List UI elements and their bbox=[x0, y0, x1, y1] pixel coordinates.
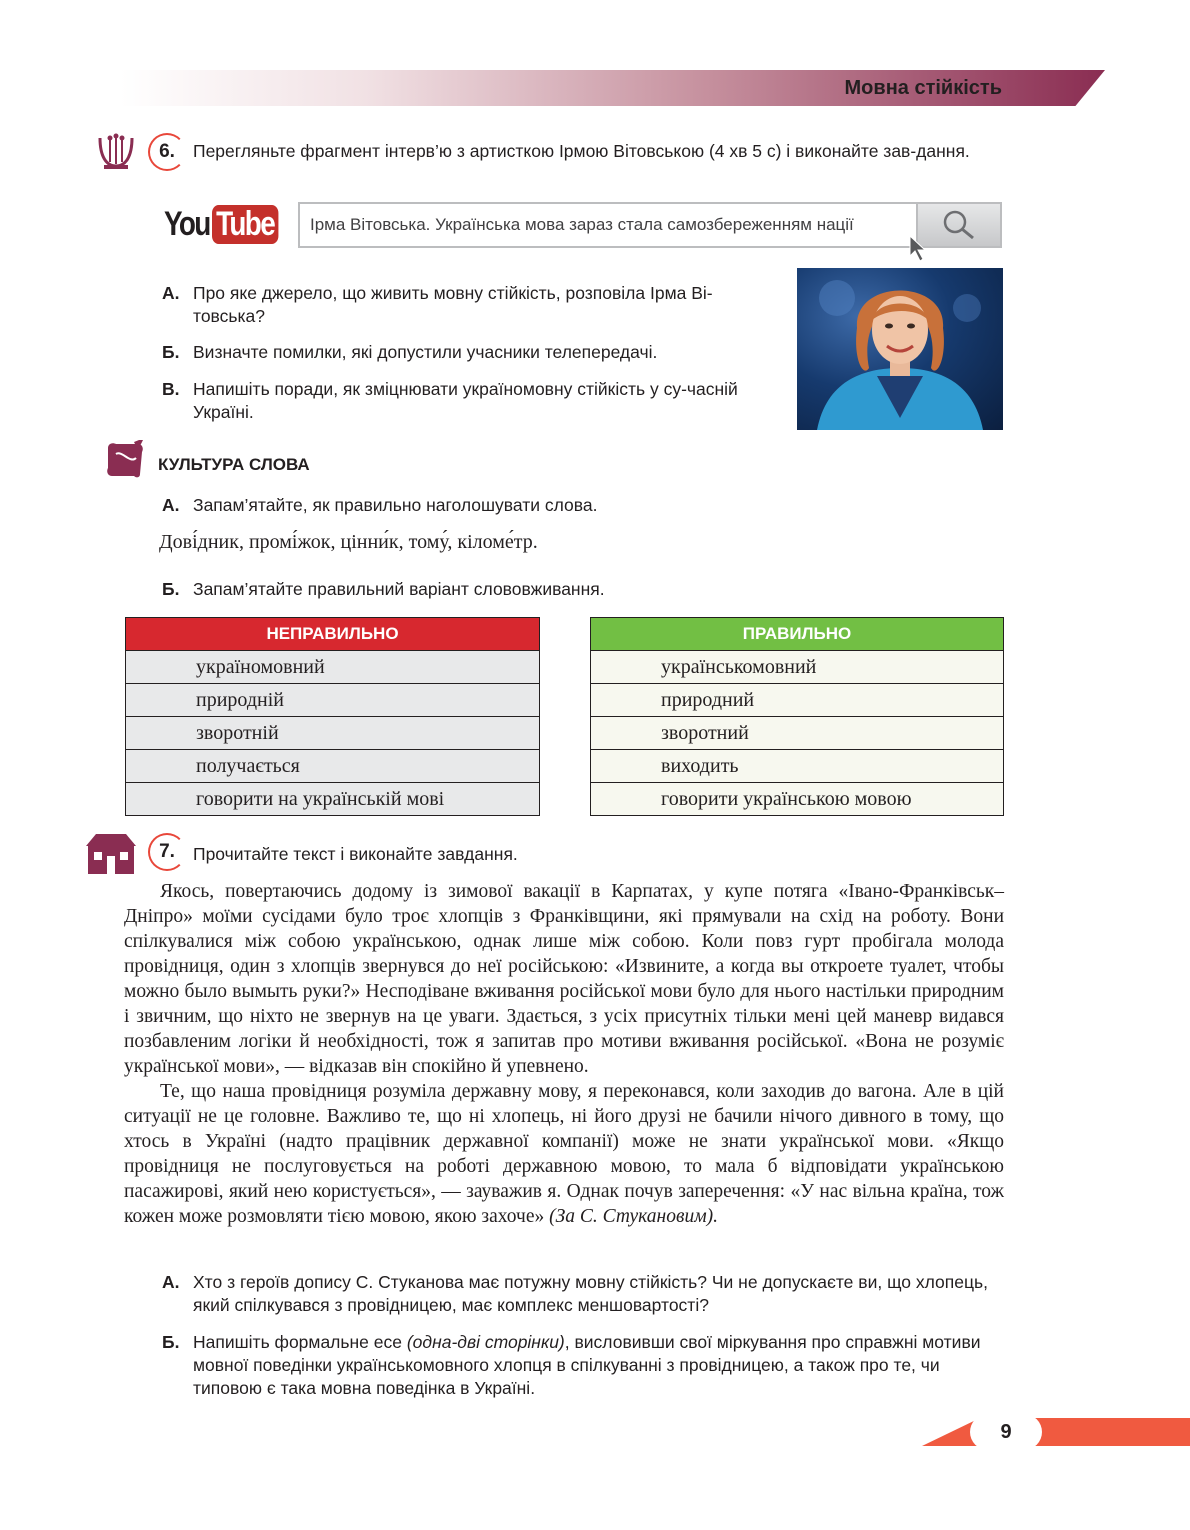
task-number: 7. bbox=[148, 833, 186, 871]
search-input[interactable]: Ірма Вітовська. Українська мова зараз стала самозбереженням нації bbox=[298, 202, 918, 248]
correct-usage-table bbox=[590, 617, 1004, 816]
task-number: 6. bbox=[148, 133, 186, 171]
lyre-icon bbox=[96, 132, 136, 177]
page-title: Мовна стійкість bbox=[844, 77, 1002, 99]
stressed-words: Дові́дник, промі́жок, цінни́к, тому́, кіломе́тр. bbox=[159, 531, 538, 553]
table-row: виходить bbox=[591, 750, 1004, 783]
section-title: КУЛЬТУРА СЛОВА bbox=[158, 455, 310, 474]
house-icon bbox=[84, 832, 138, 881]
table-row: україномовний bbox=[126, 651, 540, 684]
youtube-logo-you: You bbox=[164, 204, 210, 243]
scroll-quill-icon bbox=[104, 440, 146, 485]
artist-photo bbox=[797, 268, 1003, 430]
table-row: говорити українською мовою bbox=[591, 783, 1004, 816]
table-header-correct: ПРАВИЛЬНО bbox=[591, 618, 1004, 651]
source-citation: (За С. Стукановим). bbox=[549, 1206, 719, 1227]
table-row: зворотній bbox=[126, 717, 540, 750]
search-icon bbox=[940, 208, 978, 242]
task6-item-a: А. Про яке джерело, що живить мовну стійкість, розповіла Ірма Ві-товська? bbox=[162, 283, 713, 326]
page-number: 9 bbox=[970, 1414, 1042, 1450]
table-row: получається bbox=[126, 750, 540, 783]
table-row: українськомовний bbox=[591, 651, 1004, 684]
task-instruction: Перегляньте фрагмент інтерв’ю з артисткою Ірмою Вітовською (4 хв 5 с) і виконайте зав-дання. bbox=[193, 141, 970, 161]
footer-band-right bbox=[1030, 1418, 1190, 1446]
task7-item-b: Б. Напишіть формальне есе (одна-дві сторінки), висловивши свої міркування про справжні мотиви мовної поведінки українськомовного хлопця в спілкуванні з провідницею, а також про те, чи типовою є така мовна поведінка в Україні. bbox=[162, 1332, 981, 1398]
youtube-logo-tube: Tube bbox=[212, 205, 278, 244]
table-row: говорити на українській мові bbox=[126, 783, 540, 816]
task-instruction: Прочитайте текст і виконайте завдання. bbox=[193, 844, 518, 864]
incorrect-usage-table bbox=[125, 617, 540, 816]
table-row: природній bbox=[126, 684, 540, 717]
paragraph: Якось, повертаючись додому із зимової вакації в Карпатах, у купе потяга «Івано-Франківськ–Дніпро» моїми сусідами було троє хлопців з Франківщини, які прямували на схід на роботу. Вони спілкувалися між собою українською, однак лише між собою. Коли повз гурт пробігала молода провідниця, один з хлопців звернувся до неї російською: «Извините, а когда вы откроете туалет, чтобы можно было вымыть руки?» Несподіване вживання російської мови було для нього настільки природним і звичним, що ніхто не звернув на це уваги. Здається, з усіх присутніх тільки мені цей маневр видався позбавленим логіки й необхідності, тож я запитав про мотиви вживання російської. «Вона не розуміє української мови», — відказав він спокійно й упевнено. bbox=[124, 881, 1004, 1077]
task6-item-c: В. Напишіть поради, як зміцнювати україномовну стійкість у су-часній Україні. bbox=[162, 379, 738, 422]
paragraph: Те, що наша провідниця розуміла державну мову, я переконався, коли заходив до вагона. Але в цій ситуації не це головне. Важливо те, що ні хлопець, ні його друзі не бачили нічого дивного в тому, що хтось в Україні (надто працівник державної компанії) може не знати української мови. «Якщо провідниця не послуговується на роботі державною мовою, то мала б відповідати українською пасажирові, який нею користується», — зауважив я. Однак почув заперечення: «У нас вільна країна, тож кожен може розмовляти тією мовою, якою захоче» (За С. Стукановим). bbox=[124, 1081, 1004, 1227]
youtube-logo bbox=[164, 204, 274, 244]
table-row: зворотний bbox=[591, 717, 1004, 750]
table-header-incorrect: НЕПРАВИЛЬНО bbox=[126, 618, 540, 651]
reading-text bbox=[124, 879, 1004, 1229]
culture-item-a: А. Запам’ятайте, як правильно наголошувати слова. bbox=[162, 495, 598, 515]
task6-item-b: Б. Визначте помилки, які допустили учасники телепередачі. bbox=[162, 342, 658, 362]
task7-item-a: А. Хто з героїв допису С. Стуканова має потужну мовну стійкість? Чи не допускаєте ви, що хлопець, який спілкувався з провідницею, має комплекс меншовартості? bbox=[162, 1272, 988, 1315]
table-row: природний bbox=[591, 684, 1004, 717]
cursor-icon bbox=[906, 234, 936, 269]
culture-item-b: Б. Запам’ятайте правильний варіант слововживання. bbox=[162, 579, 605, 599]
